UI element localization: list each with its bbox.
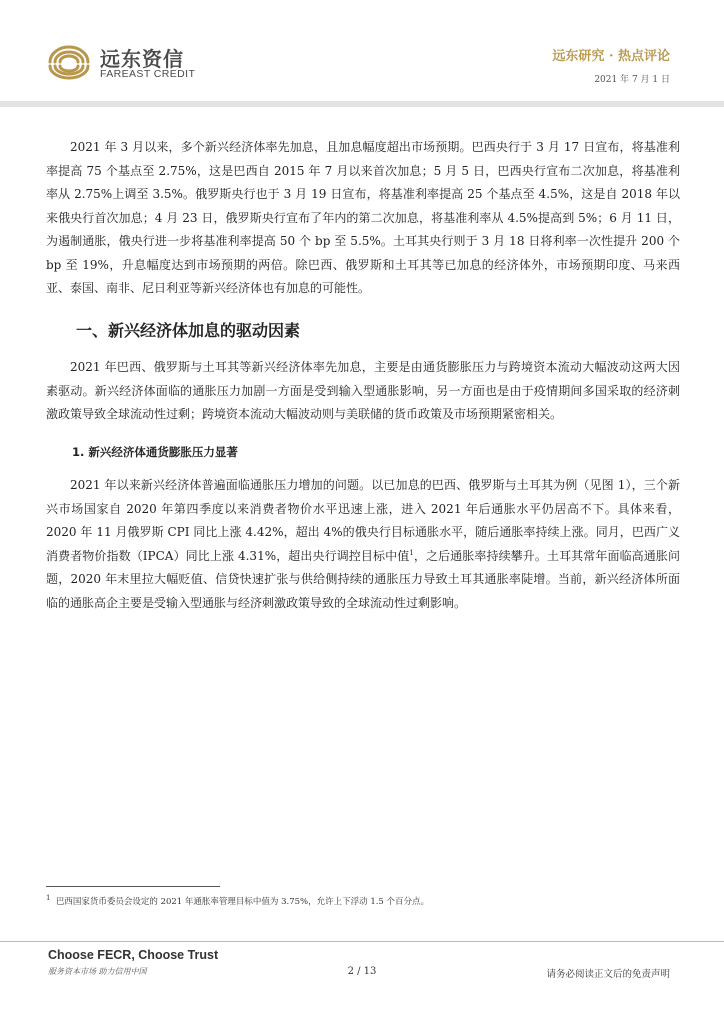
disclaimer-notice: 请务必阅读正文后的免责声明 [546, 969, 670, 980]
section-heading: 一、新兴经济体加息的驱动因素 [76, 321, 301, 340]
inflation-text-a: 2021 年以来新兴经济体普遍面临通胀压力增加的问题。以已加息的巴西、俄罗斯与土耳其为例（见图 1），三个新兴市场国家自 2020 年第四季度以来消费者物价水平迅速上涨，进入 2021 年后通胀水平仍居高不下。具体来看，2020 年 11 月俄罗斯 CPI 同比上涨 4.42%，超出 4%的俄央行目标通胀水平，随后通胀率持续上涨。同月，巴西广义消费者物价指数（IPCA）同比上涨 4.31%，超出央行调控目标中值 [46, 478, 680, 563]
subsection-heading: 1. 新兴经济体通货膨胀压力显著 [72, 445, 238, 459]
brand-name-en: FAREAST CREDIT [100, 68, 196, 80]
brand-name-cn: 远东资信 [100, 47, 184, 71]
inflation-paragraph [46, 474, 680, 615]
header-divider-band [0, 101, 724, 107]
footer-rule [0, 941, 724, 942]
report-date: 2021 年 7 月 1 日 [594, 75, 670, 85]
footnote-rule [46, 886, 220, 887]
footnote-text: 巴西国家货币委员会设定的 2021 年通胀率管理目标中值为 3.75%，允许上下浮动 1.5 个百分点。 [55, 897, 430, 907]
footer-subslogan: 服务资本市场 助力信用中国 [48, 967, 147, 976]
footnote-mark: 1 [46, 894, 51, 903]
drivers-paragraph: 2021 年巴西、俄罗斯与土耳其等新兴经济体率先加息，主要是由通货膨胀压力与跨境资本流动大幅波动这两大因素驱动。新兴经济体面临的通胀压力加剧一方面是受到输入型通胀影响，另一方面也是由于疫情期间多国采取的经济刺激政策导致全球流动性过剩；跨境资本流动大幅波动则与美联储的货币政策及市场预期紧密相关。 [46, 360, 680, 421]
intro-paragraph: 2021 年 3 月以来，多个新兴经济体率先加息，且加息幅度超出市场预期。巴西央行于 3 月 17 日宣布，将基准利率提高 75 个基点至 2.75%，这是巴西自 2015 年 7 月以来首次加息；5 月 5 日，巴西央行宣布二次加息，将基准利率从 2.75%上调至 3.5%。俄罗斯央行也于 3 月 19 日宣布，将基准利率提高 25 个基点至 4.5%，这是自 2018 年以来俄央行首次加息；4 月 23 日，俄罗斯央行宣布了年内的第二次加息，将基准利率从 4.5%提高到 5%；6 月 11 日，为遏制通胀，俄央行进一步将基准利率提高 50 个 bp 至 5.5%。土耳其央行则于 3 月 18 日将利率一次性提升 200 个 bp 至 19%，升息幅度达到市场预期的两倍。除巴西、俄罗斯和土耳其等已加息的经济体外，市场预期印度、马来西亚、泰国、南非、尼日利亚等新兴经济体也有加息的可能性。 [46, 140, 680, 295]
report-series: 远东研究 · 热点评论 [552, 49, 670, 64]
footnote-reference[interactable]: 1 [409, 548, 414, 557]
page-number: 2 / 13 [347, 966, 377, 977]
footer-slogan: Choose FECR, Choose Trust [48, 948, 219, 962]
inflation-text-b: ，之后通胀率持续攀升。土耳其常年面临高通胀问题，2020 年末里拉大幅贬值、信贷快速扩张与供给侧持续的通胀压力导致土耳其通胀率陡增。当前，新兴经济体所面临的通胀高企主要是受输入型通胀与经济刺激政策导致的全球流动性过剩影响。 [46, 548, 680, 610]
footnote [46, 895, 429, 907]
fareast-credit-logo-icon [44, 40, 94, 80]
